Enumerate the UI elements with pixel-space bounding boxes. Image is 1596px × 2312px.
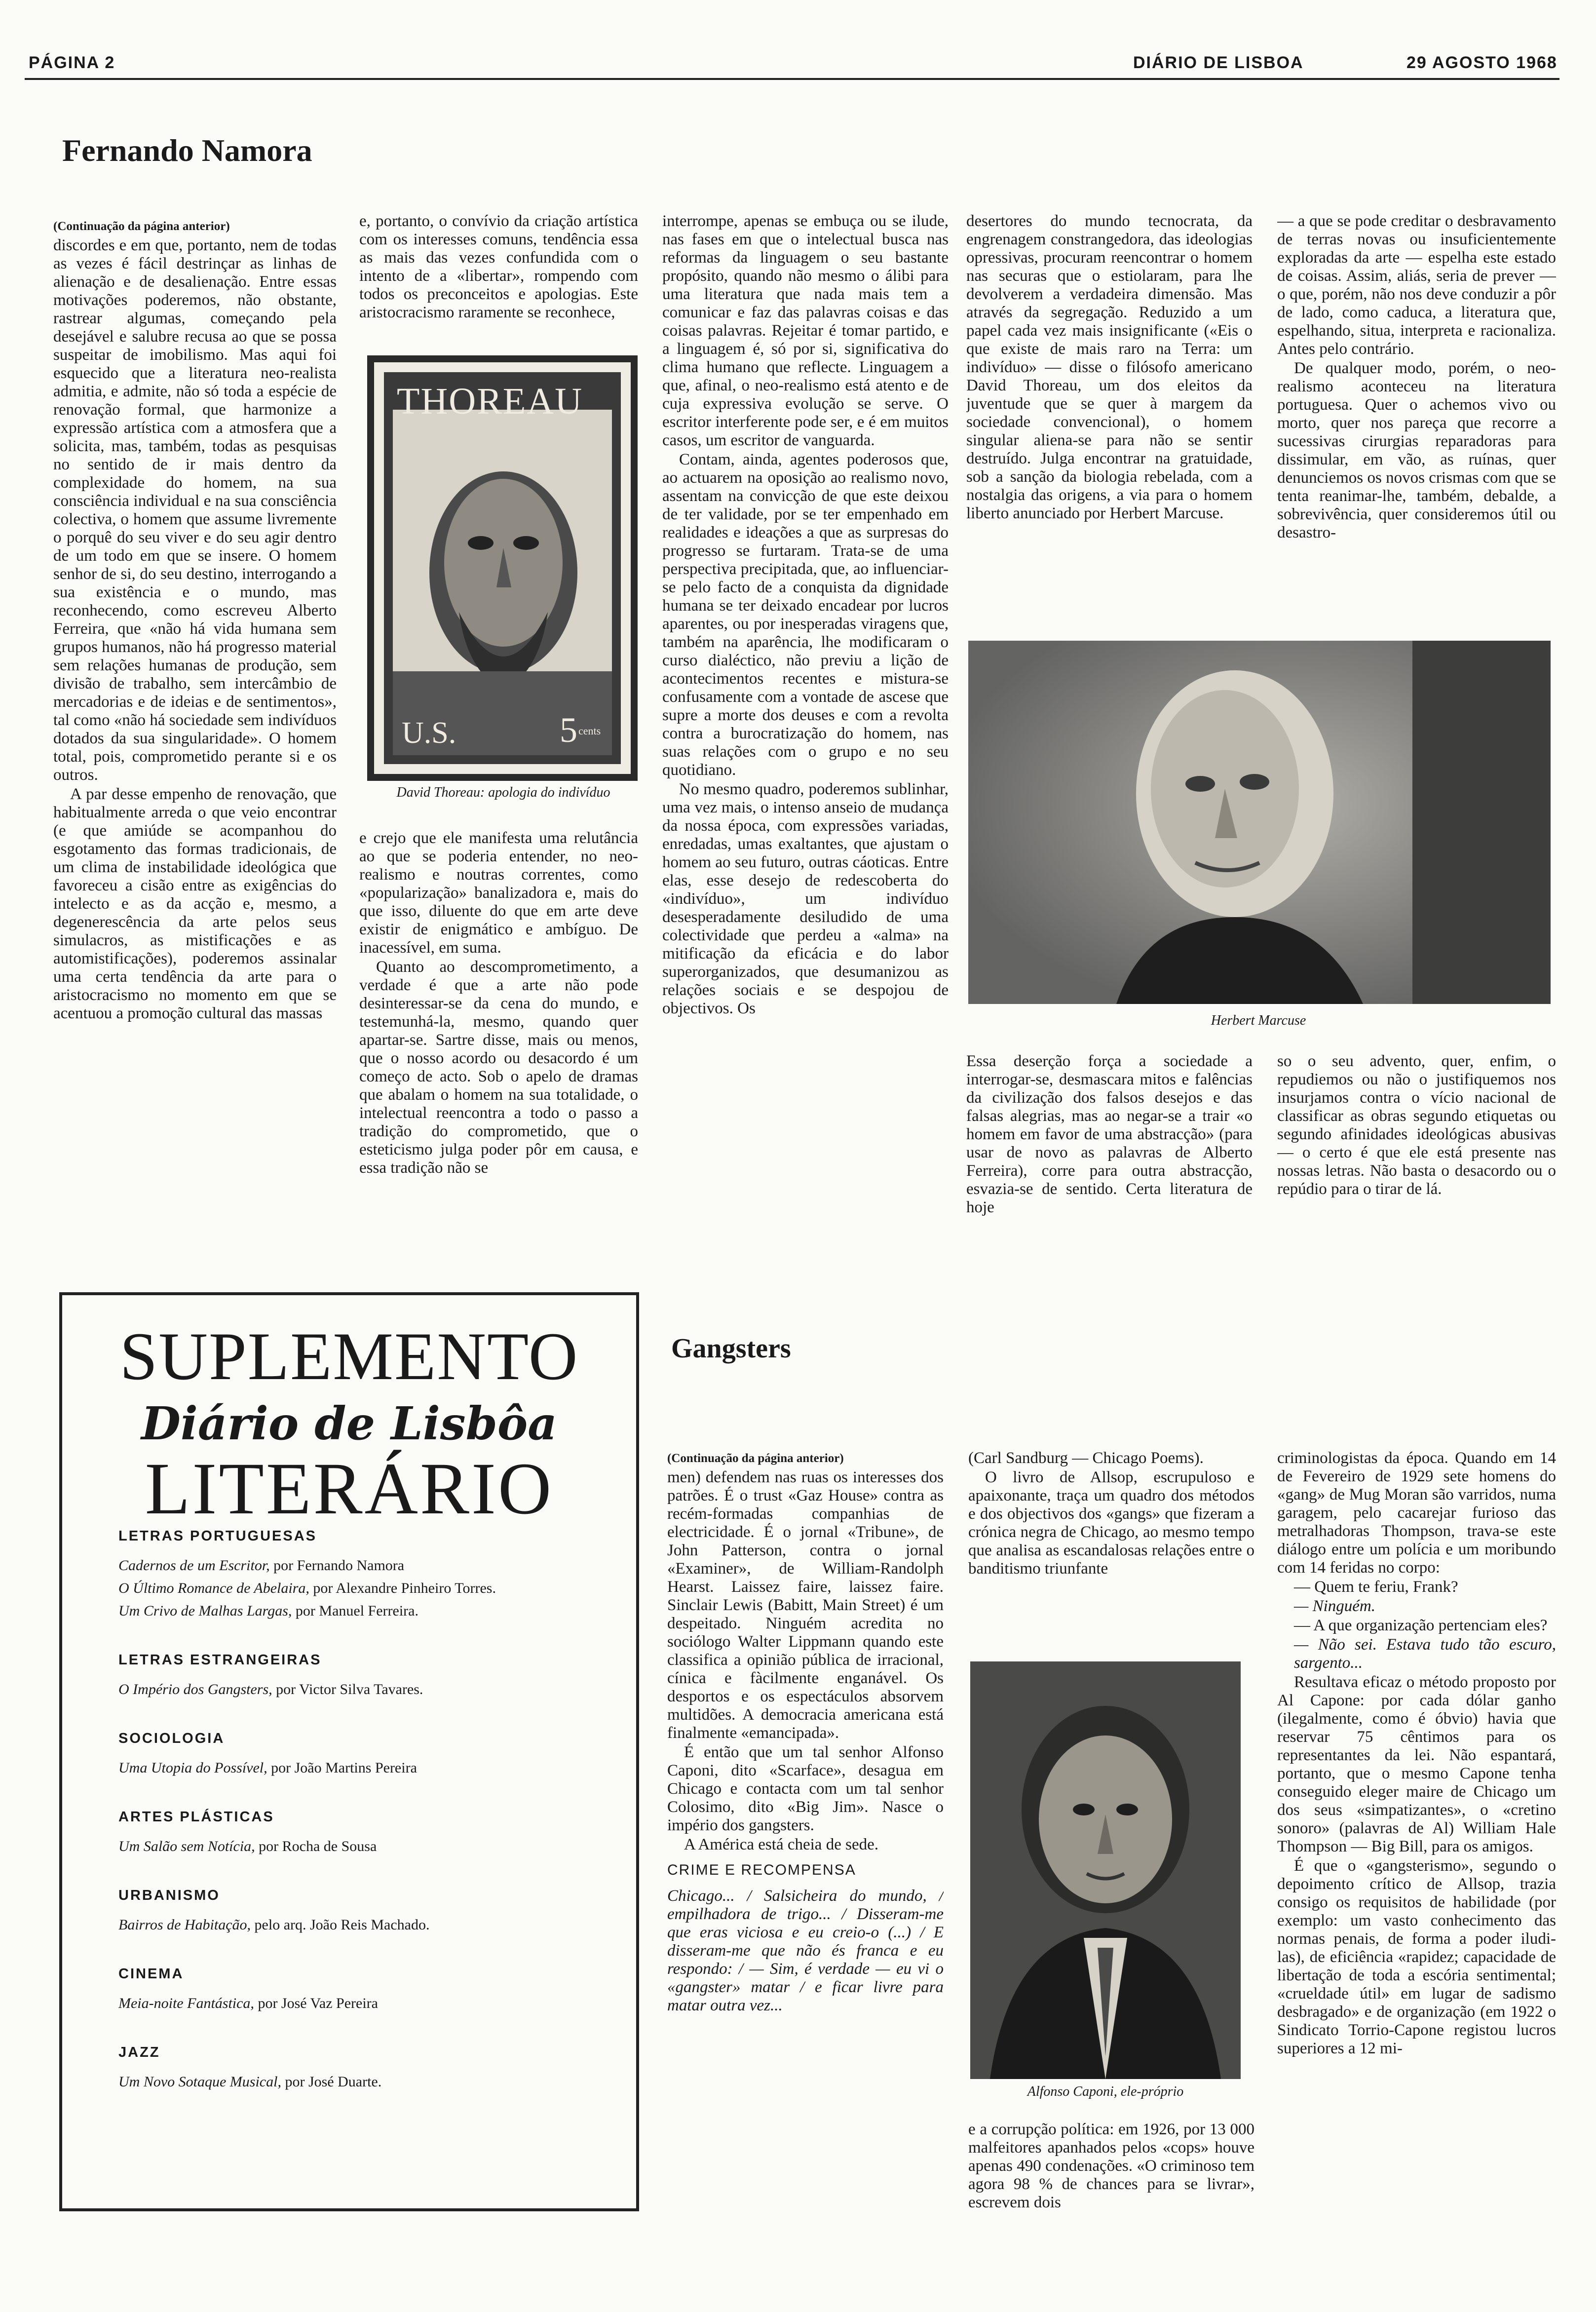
namora-col3-text-b: Contam, ainda, agentes poderosos que, ao actuarem na oposição ao realismo novo, assentam na convicção de que este deixou de ter validade, por se ter empenhado em realidades e ideações a que as surpresas do progresso se furtaram. Trata-se de uma perspectiva precipitada, que, ao influenciar-se pelo facto de a conquista da dignidade humana se ter deixado encadear por lucros aparentes, ou por inesperadas viragens que, também na aparência, lhe modificaram o curso dialéctico, não previu a lição de acontecimentos recentes e mistura-se confusamente com a vontade de ascese que supre a morte dos deuses e com a revolta contra a burocratização do homem, nas suas relações com o grupo e no seu quotidiano. — [662, 451, 949, 779]
section-item: Uma Utopia do Possível, por João Martins Pereira — [118, 1760, 417, 1776]
page-label: PÁGINA 2 — [29, 53, 115, 72]
dialogue-line: — Ninguém. — [1294, 1597, 1375, 1615]
issue-date: 29 AGOSTO 1968 — [1406, 53, 1558, 72]
gangsters-col1-text-a: men) defendem nas ruas os interesses dos patrões. É o trust «Gaz House» contra as recém-formadas companhias de electricidade. É o jornal «Tribune», de John Patterson, contra o jornal «Examiner», de William-Randolph Hearst. Laissez faire, laissez faire. Sinclair Lewis (Babitt, Main Street) é um despeitado. Ninguém acredita no sociólogo Walter Lippmann quando este classifica a opinião pública de irracional, cínica e fàcilmente enganável. Os desportos e os espectáculos absorvem multidões. A democracia americana está finalmente «emancipada». — [667, 1468, 944, 1742]
gangsters-col2-text-b: O livro de Allsop, escrupuloso e apaixonante, traça um quadro dos métodos e dos objectivos dos «gangs» que fizeram a crónica negra de Chicago, ao mesmo tempo que analisa as escandalosas relações entre o banditismo triunfante — [968, 1468, 1254, 1578]
sandburg-poem: Chicago... / Salsicheira do mundo, / empilhadora de trigo... / Disseram-me que eras viciosa e eu creio-o (...) / E disseram-me que não és franca e eu respondo: / — Sim, é verdade — eu vi o «gangster» matar / e ficar livre para matar outra vez... — [667, 1887, 944, 2014]
namora-col4-text-b: Essa deserção força a sociedade a interrogar-se, desmascara mitos e falências da civilização dos falsos desejos e das falsas alegrias, mas ao negar-se a trair «o homem em favor de uma abstracção» (para usar de novo as palavras de Alberto Ferreira), corre para outra abstracção, esvazia-se de sentido. Certa literatura de hoje — [966, 1052, 1253, 1216]
namora-column-4b — [966, 1052, 1253, 1260]
namora-col3-text-a: interrompe, apenas se embuça ou se ilude, nas fases em que o intelectual busca nas reformas da linguagem o seu bastante propósito, quando não mesmo o álibi para uma literatura que nada mais tem a comunicar e faz das palavras coisas e das coisas palavras. Rejeitar é tomar partido, e a linguagem é, só por si, significativa do clima humano que reflecte. Linguagem a que, afinal, o neo-realismo está atento e de cuja expressiva evolução se serve. O escritor interferente pode ser, e é em muitos casos, um escritor de vanguarda. — [662, 212, 949, 449]
newspaper-name: DIÁRIO DE LISBOA — [1133, 53, 1304, 72]
gangsters-column-3 — [1277, 1449, 1556, 2229]
gangsters-subhead: CRIME E RECOMPENSA — [667, 1862, 856, 1878]
namora-col1-text-b: A par desse empenho de renovação, que habitualmente arreda o que veio encontrar (e que amiúde se acompanhou do esgotamento das formas tradicionais, de um clima de instabilidade ideológica que favoreceu a cisão entre as exigências do intelecto e as da acção e, mesmo, a degenerescência da arte pelos seus simulacros, as mistificações e as automistificações), poderemos assinalar uma certa tendência da arte para o aristocracismo no momento em que se acentuou a promoção cultural das massas — [53, 785, 337, 1022]
section-heading: ARTES PLÁSTICAS — [118, 1809, 274, 1825]
namora-col4-text-a: desertores do mundo tecnocrata, da engrenagem constrangedora, das ideologias opressivas, procuram reencontrar o homem nas securas que o estiolaram, para lhe devolverem a verdadeira dimensão. Mas através da segregação. Reduzido a um papel cada vez mais insignificante («Eis o que existe de mais raro na Terra: um indivíduo» — disse o filósofo americano David Thoreau, um dos eleitos da juventude que se quer à margem da sociedade convencional), o homem singular aliena-se para não se sentir destruído. Julga encontrar na gratuidade, sob a sanção da biologia rebelada, com a nostalgia das origens, a via para o homem liberto anunciado por Herbert Marcuse. — [966, 212, 1253, 522]
namora-column-4a — [966, 212, 1253, 632]
stamp-value: 5 — [560, 710, 577, 750]
stamp-cents: cents — [578, 725, 601, 737]
article-title-namora: Fernando Namora — [62, 133, 312, 168]
namora-column-5b — [1277, 1052, 1556, 1260]
namora-column-1 — [53, 217, 337, 1259]
section-heading: URBANISMO — [118, 1888, 220, 1903]
thoreau-caption: David Thoreau: apologia do indivíduo — [396, 785, 610, 800]
stamp-country: U.S. — [402, 716, 456, 750]
gangsters-col2-text-a: (Carl Sandburg — Chicago Poems). — [968, 1449, 1204, 1467]
section-heading: LETRAS ESTRANGEIRAS — [118, 1652, 322, 1668]
namora-column-5a — [1277, 212, 1556, 632]
section-heading: SOCIOLOGIA — [118, 1731, 225, 1746]
stamp-name: THOREAU — [397, 381, 583, 422]
namora-col5-text-c: so o seu advento, quer, enfim, o repudiemos ou não o justifiquemos nos insurjamos contra o vício nacional de classificar as obras segundo etiquetas ou segundo afinidades ideológicas abusivas — o certo é que ele está presente nas nossas letras. Não basta o desacordo ou o repúdio para o tirar de lá. — [1277, 1052, 1556, 1198]
section-item: O Império dos Gangsters, por Victor Silva Tavares. — [118, 1681, 423, 1697]
section-heading: JAZZ — [118, 2044, 160, 2060]
supplement-box — [59, 1292, 639, 2211]
namora-column-2b — [359, 829, 638, 1259]
supplement-contents — [118, 1528, 602, 2093]
supplement-title-line3: LITERÁRIO — [145, 1448, 554, 1530]
namora-column-3 — [662, 212, 949, 1259]
marcuse-photo — [968, 641, 1551, 1004]
gangsters-col3-text-b: Resultava eficaz o método proposto por Al Capone: por cada dólar ganho (ilegalmente, como é óbvio) havia que reservar 75 cêntimos para os representantes da lei. Não espantará, portanto, que o mesmo Capone tenha conseguido eleger maire de Chicago um dos seus «simpatizantes», o «cretino sonoro» (palavras de Al) William Hale Thompson — Big Bill, para os amigos. — [1277, 1673, 1556, 1855]
capone-photo — [970, 1661, 1241, 2079]
section-item: Cadernos de um Escritor, por Fernando Namora — [118, 1557, 405, 1574]
thoreau-stamp-image — [367, 355, 638, 781]
continuation-note: (Continuação da página anterior) — [667, 1452, 844, 1465]
gangsters-col3-text-a: criminologistas da época. Quando em 14 de Fevereiro de 1929 sete homens do «gang» de Mug Moran são varridos, numa garagem, pelo cacarejar furioso das metralhadoras Thompson, trava-se este diálogo entre um polícia e um moribundo com 14 feridas no corpo: — [1277, 1449, 1556, 1577]
gangsters-column-2a — [968, 1449, 1254, 1647]
gangsters-col3-text-c: É que o «gangsterismo», segundo o depoimento crítico de Allsop, trazia consigo os requisitos de habilidade (por exemplo: um vasto conhecimento das normas penais, de forma a poder iludi-las), de eficiência «rapidez; capacidade de libertação de toda a escória sentimental; «crueldade útil» em lugar de sadismo desbragado» e de organização (em 1922 o Sindicato Torrio-Capone registou lucros superiores a 12 mi- — [1277, 1857, 1556, 2057]
namora-col1-text: discordes e em que, portanto, nem de todas as vezes é fácil destrinçar as linhas de alienação e de desalienação. Entre essas motivações poderemos, não obstante, rastrear algumas, começando pela desejável e salubre recusa ao que se possa suspeitar de imobilismo. Mas aqui foi esquecido que a literatura neo-realista admitia, e admite, não só toda a espécie de renovação formal, que harmonize a expressão artística com a atmosfera que a solicita, mas, também, todas as pesquisas no sentido de ir mais dentro da complexidade do homem, na sua consciência individual e na sua consciência colectiva, o homem que assume livremente o porquê do seu viver e do seu agir dentro de um todo em que se insere. O homem senhor de si, do seu destino, interrogando a sua existência e o mundo, mas reconhecendo, como escreveu Alberto Ferreira, que «não há vida humana sem grupos humanos, não há progresso material sem relações humanas de produção, sem divisão de trabalho, sem intercâmbio de mercadorias e de ideias e de sentimentos», tal como «não há sociedade sem indivíduos dotados da sua singularidade». O homem total, pois, comprometido perante si e os outros. — [53, 236, 337, 784]
supplement-title-line1: SUPLEMENTO — [119, 1318, 579, 1394]
section-heading: CINEMA — [118, 1966, 184, 1982]
section-heading: LETRAS PORTUGUESAS — [118, 1528, 317, 1544]
capone-caption: Alfonso Caponi, ele-próprio — [1027, 2084, 1184, 2099]
section-item: Um Novo Sotaque Musical, por José Duarte. — [118, 2074, 382, 2090]
gangsters-col1-text-c: A América está cheia de sede. — [684, 1836, 878, 1853]
supplement-title-line2: Diário de Lisbôa — [141, 1397, 557, 1450]
namora-col2-text-b: e crejo que ele manifesta uma relutância ao que se poderia entender, no neo-realismo e noutras correntes, como «popularização» banalizadora e, mais do que isso, diluente do que em arte deve existir de enigmático e ambíguo. De inacessível, em suma. — [359, 829, 638, 957]
namora-col2-text-a: e, portanto, o convívio da criação artística com os interesses comuns, tendência essa as mais das vezes confundida com o intento de a «libertar», rompendo com todos os preconceitos e apologias. Este aristocracismo raramente se reconhece, — [359, 212, 638, 321]
section-item: Um Crivo de Malhas Largas, por Manuel Ferreira. — [118, 1603, 418, 1619]
section-item: O Último Romance de Abelaira, por Alexandre Pinheiro Torres. — [118, 1580, 496, 1596]
section-item: Bairros de Habitação, pelo arq. João Reis Machado. — [118, 1917, 430, 1933]
continuation-note: (Continuação da página anterior) — [53, 220, 230, 233]
section-item: Um Salão sem Notícia, por Rocha de Sousa — [118, 1838, 377, 1854]
article-title-gangsters: Gangsters — [671, 1333, 791, 1364]
namora-col3-text-c: No mesmo quadro, poderemos sublinhar, uma vez mais, o intenso anseio de mudança da nossa época, com expressões variadas, enredadas, umas exaltantes, que ajustam o homem ao seu futuro, outras cáoticas. Entre elas, esse desejo de redescoberta do «indivíduo», um indivíduo desesperadamente desiludido de uma colectividade que perdeu a «alma» na mitificação da eficácia e do labor superorganizados, que desumanizou as relações sociais e se despojou de objectivos. Os — [662, 780, 949, 1017]
gangsters-col2-text-c: e a corrupção política: em 1926, por 13 000 malfeitores apanhados pelos «cops» houve apenas 490 condenações. «O criminoso tem agora 98 % de chances para se livrar», escrevem dois — [968, 2120, 1254, 2211]
gangsters-column-2b — [968, 2120, 1254, 2229]
gangsters-column-1 — [667, 1449, 944, 2229]
dialogue-line: — Não sei. Estava tudo tão escuro, sargento... — [1294, 1636, 1556, 1672]
dialogue-line: — A que organização pertenciam eles? — [1294, 1617, 1548, 1634]
marcuse-caption: Herbert Marcuse — [1211, 1013, 1306, 1028]
namora-column-2a — [359, 212, 638, 350]
namora-col5-text-a: — a que se pode creditar o desbravamento de terras novas ou insuficientemente exploradas da arte — espelha este estado de coisas. Assim, aliás, seria de prever — o que, porém, não nos deve conduzir a pôr de lado, como caduca, a literatura que, espelhando, situa, interpreta e racionaliza. Antes pelo contrário. — [1277, 212, 1556, 358]
namora-col5-text-b: De qualquer modo, porém, o neo-realismo aconteceu na literatura portuguesa. Quer o achemos vivo ou morto, quer nos pareça que recorre a sucessivas cirurgias reparadoras para dissimular, em vão, as ruínas, quer denunciemos os novos crismas com que se tenta reanimar-lhe, também, debalde, a sobrevivência, quer consideremos útil ou desastro- — [1277, 359, 1556, 541]
namora-col2-text-c: Quanto ao descomprometimento, a verdade é que a arte não pode desinteressar-se da cena do mundo, e testemunhá-la, mesmo, quando quer apartar-se. Sartre disse, mais ou menos, que o nosso acordo ou desacordo é um começo de acto. Sob o apelo de dramas que abalam o homem na sua totalidade, o intelectual reencontra a todo o passo a tradição do comprometido, que o esteticismo julga poder pôr em causa, e essa tradição não se — [359, 958, 638, 1177]
gangsters-col1-text-b: É então que um tal senhor Alfonso Caponi, dito «Scarface», desagua em Chicago e contacta com um tal senhor Colosimo, dito «Big Jim». Nasce o império dos gangsters. — [667, 1743, 944, 1834]
dialogue-line: — Quem te feriu, Frank? — [1294, 1578, 1458, 1596]
section-item: Meia-noite Fantástica, por José Vaz Pereira — [118, 1995, 378, 2011]
top-rule — [25, 78, 1559, 80]
